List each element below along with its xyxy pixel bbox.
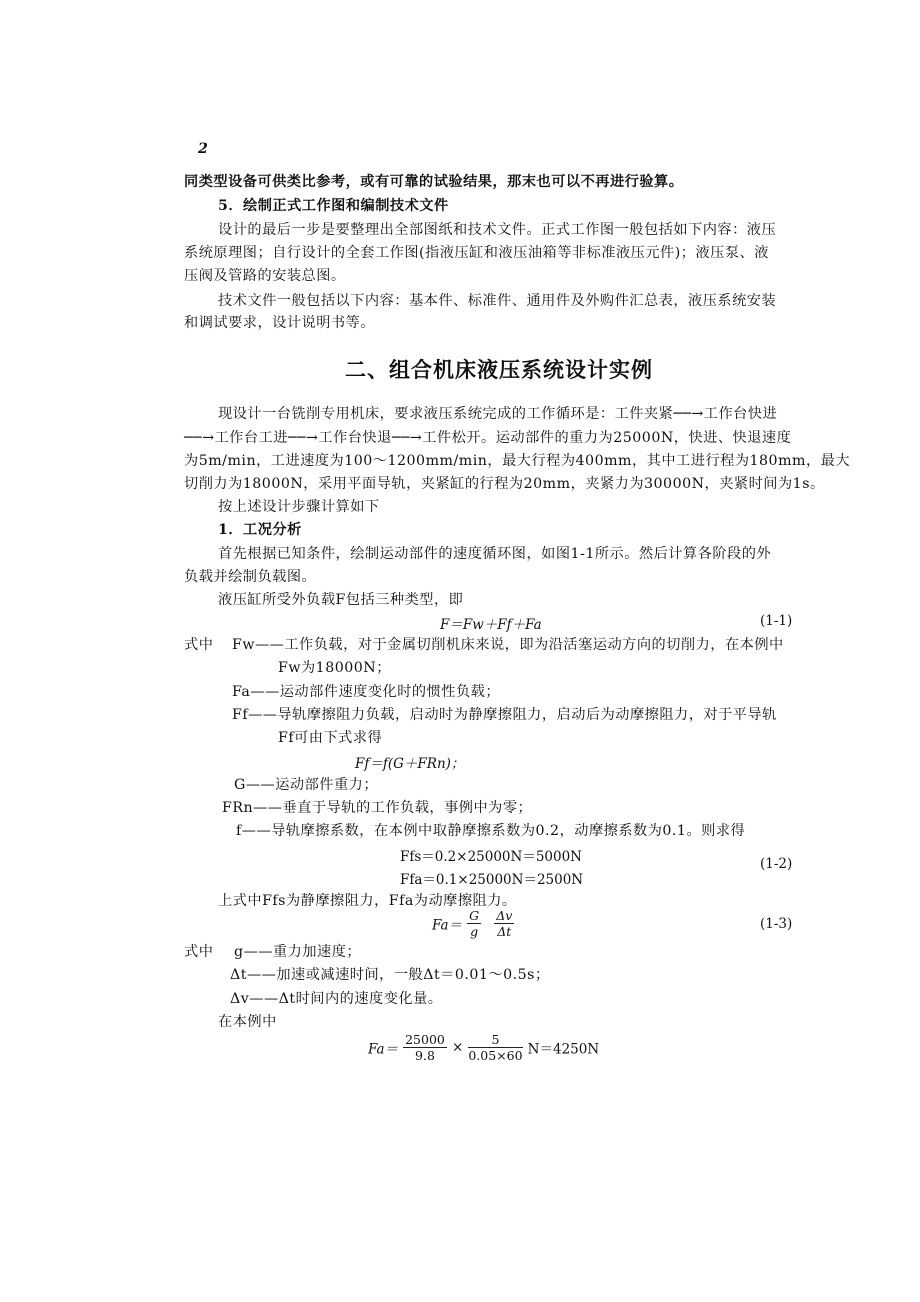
times-sign: × xyxy=(451,1039,464,1056)
definition-line: Ff——导轨摩擦阻力负载，启动时为静摩擦阻力，启动后为动摩擦阻力，对于平导轨 xyxy=(232,707,777,723)
equation-3 xyxy=(432,908,514,939)
equation-1: F＝Fw＋Ff＋Fa xyxy=(440,617,542,633)
text-line: 设计的最后一步是要整理出全部图纸和技术文件。正式工作图一般包括如下内容：液压 xyxy=(218,222,777,238)
equation-2a: Ffs＝0.2×25000N＝5000N xyxy=(400,849,582,865)
denominator: Δt xyxy=(497,924,512,939)
definition-line: Δt——加速或减速时间，一般Δt＝0.01～0.5s； xyxy=(230,967,550,983)
text-line: 上式中Ffs为静摩擦阻力，Ffa为动摩擦阻力。 xyxy=(218,893,517,909)
def-prefix: 式中 xyxy=(184,944,214,960)
fraction-25000 xyxy=(403,1032,447,1063)
denominator: g xyxy=(470,924,479,939)
text-line: 技术文件一般包括以下内容：基本件、标准件、通用件及外购件汇总表，液压系统安装 xyxy=(218,293,777,309)
text-line: 系统原理图；自行设计的全套工作图(指液压缸和液压油箱等非标准液压元件)；液压泵、液 xyxy=(184,245,769,261)
definition-line: Fw——工作负载，对于金属切削机床来说，即为沿活塞运动方向的切削力，在本例中 xyxy=(232,637,784,653)
subheading: 1．工况分析 xyxy=(218,522,302,538)
definition-line: Fa——运动部件速度变化时的惯性负载； xyxy=(232,684,501,700)
section-title: 二、组合机床液压系统设计实例 xyxy=(345,357,653,382)
equation-4 xyxy=(368,1032,599,1063)
text-line: 负载并绘制负载图。 xyxy=(184,569,317,585)
eq4-rhs: N＝4250N xyxy=(527,1041,600,1058)
denominator: 0.05×60 xyxy=(468,1048,523,1063)
equation-friction: Ff＝f(G＋FRn)； xyxy=(355,756,465,772)
subheading: 5．绘制正式工作图和编制技术文件 xyxy=(218,198,449,214)
eq4-lhs: Fa＝ xyxy=(368,1041,398,1058)
text-line: ──→工作台工进──→工作台快退──→工件松开。运动部件的重力为25000N，快进、快退速度 xyxy=(184,430,792,446)
text-line: 压阀及管路的安装总图。 xyxy=(184,268,346,284)
fraction-5 xyxy=(468,1032,522,1063)
equation-number: (1-2) xyxy=(760,856,793,872)
def-prefix: 式中 xyxy=(184,637,214,653)
text-line: 按上述设计步骤计算如下 xyxy=(218,499,380,515)
definition-line: g——重力加速度； xyxy=(234,944,362,960)
definition-line: G——运动部件重力； xyxy=(234,777,379,793)
fraction-g xyxy=(467,908,481,939)
fraction-dv-dt xyxy=(494,908,514,939)
text-line: 液压缸所受外负载F包括三种类型，即 xyxy=(218,592,464,608)
definition-line: FRn——垂直于导轨的工作负载，事例中为零； xyxy=(222,800,533,816)
equation-number: (1-3) xyxy=(760,916,793,932)
text-line: 同类型设备可供类比参考，或有可靠的试验结果，那末也可以不再进行验算。 xyxy=(184,174,684,190)
text-line: 首先根据已知条件，绘制运动部件的速度循环图，如图1-1所示。然后计算各阶段的外 xyxy=(218,546,772,562)
equation-number: (1-1) xyxy=(760,613,793,629)
eq3-lhs: Fa＝ xyxy=(432,917,462,934)
equation-2b: Ffa＝0.1×25000N＝2500N xyxy=(400,872,584,888)
definition-line: Fw为18000N； xyxy=(278,660,391,676)
text-line: 切削力为18000N，采用平面导轨，夹紧缸的行程为20mm，夹紧力为30000N，夹紧时间为1s。 xyxy=(184,476,825,492)
definition-line: Δv——Δt时间内的速度变化量。 xyxy=(230,991,443,1007)
definition-line: f——导轨摩擦系数，在本例中取静摩擦系数为0.2，动摩擦系数为0.1。则求得 xyxy=(236,823,746,839)
text-line: 和调试要求，设计说明书等。 xyxy=(184,315,375,331)
text-line: 在本例中 xyxy=(218,1014,277,1030)
numerator: 25000 xyxy=(405,1032,445,1047)
text-line: 为5m/min，工进速度为100～1200mm/min，最大行程为400mm，其中工进行程为180mm，最大 xyxy=(184,453,851,469)
page-number: 2 xyxy=(198,141,209,157)
numerator: Δv xyxy=(496,908,513,923)
denominator: 9.8 xyxy=(415,1048,435,1063)
numerator: 5 xyxy=(468,1032,522,1048)
numerator: G xyxy=(469,908,480,923)
definition-line: Ff可由下式求得 xyxy=(278,730,383,746)
text-line: 现设计一台铣削专用机床，要求液压系统完成的工作循环是：工件夹紧──→工作台快进 xyxy=(218,406,778,422)
